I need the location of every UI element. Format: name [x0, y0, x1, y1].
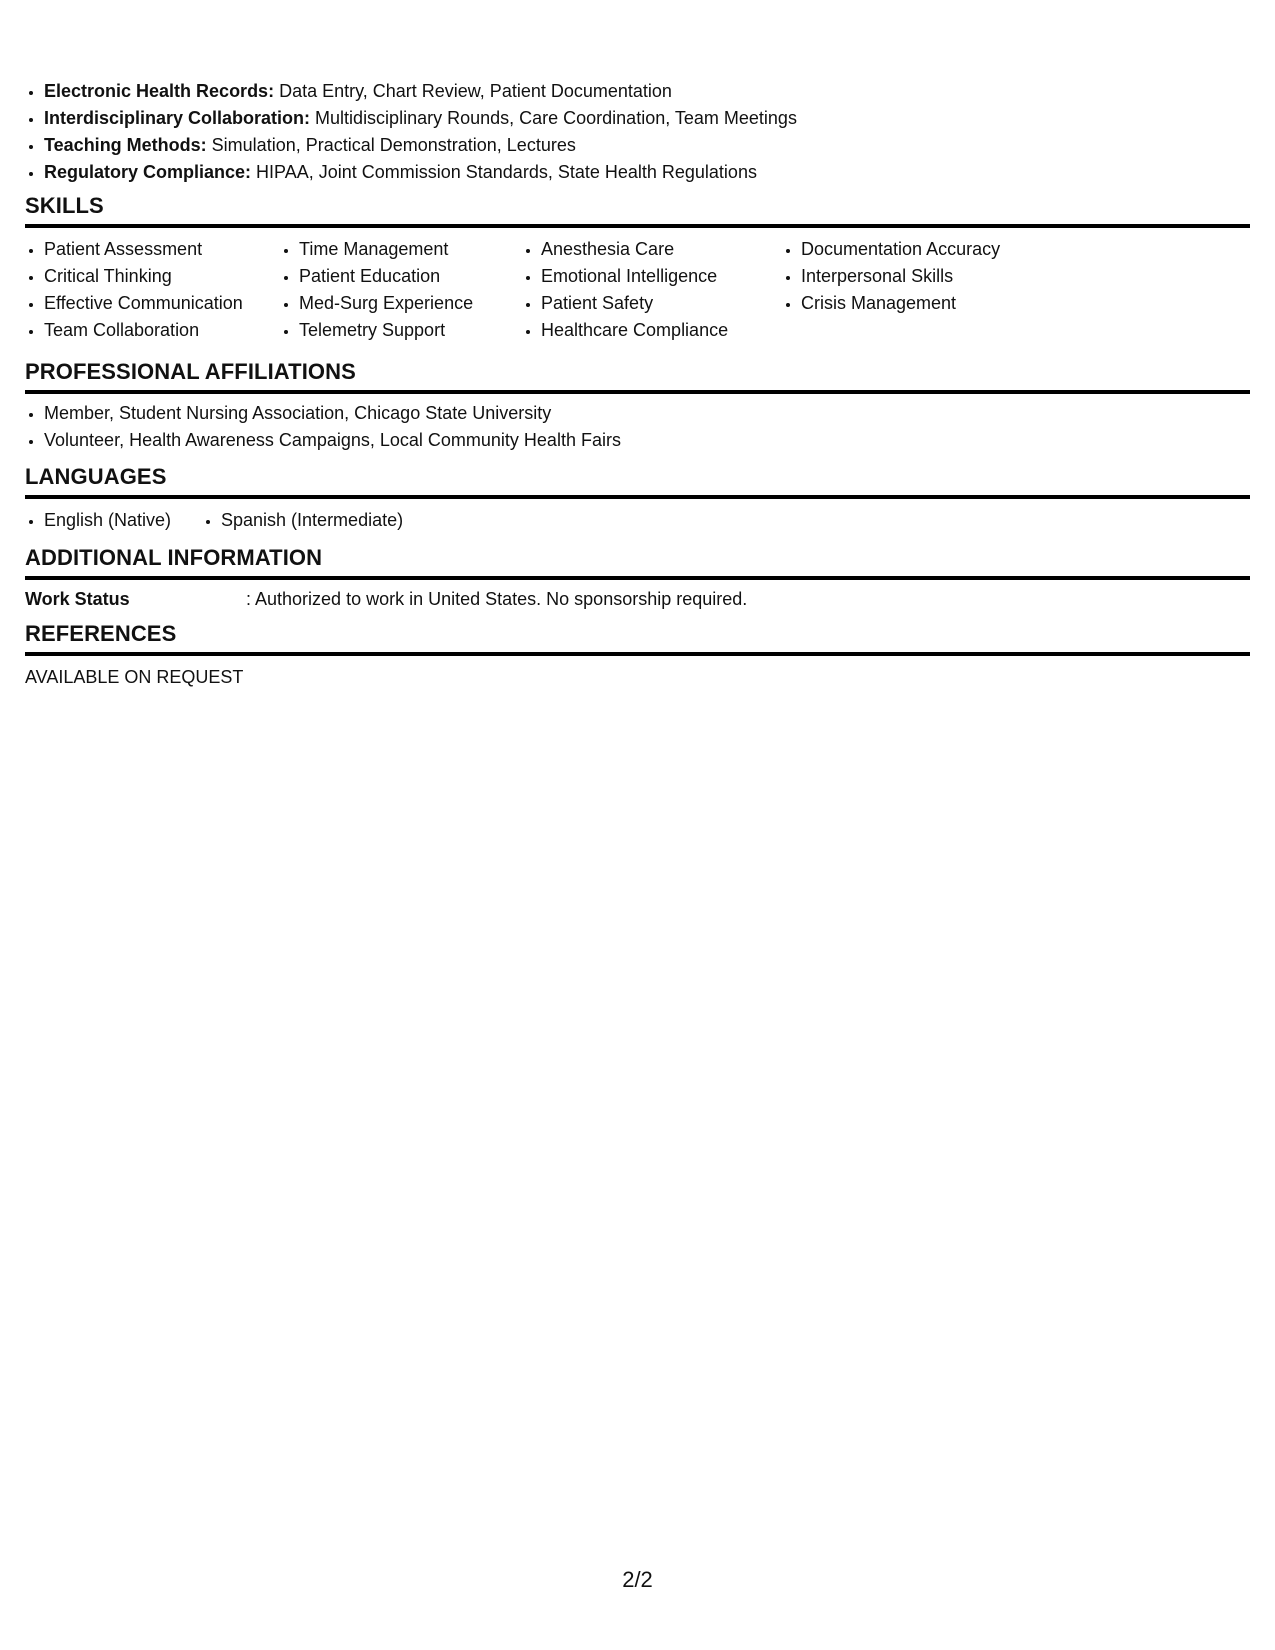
skill-category-values: Data Entry, Chart Review, Patient Documentation: [274, 81, 672, 101]
skill-item: • Emotional Intelligence: [541, 263, 782, 290]
affiliations-list: [25, 400, 1250, 454]
section-title: LANGUAGES: [25, 464, 167, 489]
list-item: [44, 159, 797, 186]
section-title: REFERENCES: [25, 621, 177, 646]
skills-column: [782, 236, 1101, 344]
skills-column: [522, 236, 782, 344]
language-item: • English (Native): [44, 507, 202, 534]
list-item: [44, 105, 797, 132]
skill-item: • Critical Thinking: [44, 263, 280, 290]
section-title: PROFESSIONAL AFFILIATIONS: [25, 359, 356, 384]
skill-item: • Med-Surg Experience: [299, 290, 522, 317]
page-number: 2/2: [622, 1567, 653, 1592]
work-status-row: [25, 586, 1250, 613]
languages-section: [25, 463, 1250, 534]
languages-list: [202, 507, 403, 534]
skill-item: • Documentation Accuracy: [801, 236, 1101, 263]
languages-row: [25, 507, 1250, 534]
skill-category-values: HIPAA, Joint Commission Standards, State Health Regulations: [251, 162, 757, 182]
skill-item: • Telemetry Support: [299, 317, 522, 344]
skill-item: • Time Management: [299, 236, 522, 263]
work-status-value: : Authorized to work in United States. No sponsorship required.: [246, 589, 748, 609]
references-text: AVAILABLE ON REQUEST: [25, 667, 244, 687]
affiliations-section: [25, 358, 1250, 454]
section-divider: [25, 495, 1250, 499]
language-item: • Spanish (Intermediate): [221, 507, 403, 534]
skills-section: [25, 192, 1250, 344]
references-section: [25, 620, 1250, 691]
skill-category-label: Regulatory Compliance:: [44, 162, 252, 182]
skill-item: • Crisis Management: [801, 290, 1101, 317]
skill-category-label: Interdisciplinary Collaboration:: [44, 108, 311, 128]
skill-item: • Interpersonal Skills: [801, 263, 1101, 290]
skills-column: [25, 236, 280, 344]
section-title: ADDITIONAL INFORMATION: [25, 545, 323, 570]
technical-skills-list: [25, 78, 797, 186]
skill-item: • Effective Communication: [44, 290, 280, 317]
section-divider: [25, 576, 1250, 580]
skill-item: • Patient Education: [299, 263, 522, 290]
skills-column: [280, 236, 522, 344]
skill-item: • Team Collaboration: [44, 317, 280, 344]
skill-category-values: Simulation, Practical Demonstration, Lectures: [206, 135, 576, 155]
languages-list: [25, 507, 202, 534]
additional-info-section: [25, 544, 1250, 613]
work-status-label: Work Status: [25, 589, 130, 609]
skill-category-values: Multidisciplinary Rounds, Care Coordination, Team Meetings: [310, 108, 797, 128]
skill-category-label: Electronic Health Records:: [44, 81, 275, 101]
skill-item: • Healthcare Compliance: [541, 317, 782, 344]
section-divider: [25, 390, 1250, 394]
skill-item: • Patient Assessment: [44, 236, 280, 263]
list-item: • Volunteer, Health Awareness Campaigns, Local Community Health Fairs: [44, 427, 1250, 454]
skill-item: • Anesthesia Care: [541, 236, 782, 263]
skills-grid: [25, 236, 1250, 344]
section-divider: [25, 652, 1250, 656]
list-item: [44, 132, 797, 159]
skill-category-label: Teaching Methods:: [44, 135, 207, 155]
section-divider: [25, 224, 1250, 228]
section-title: SKILLS: [25, 193, 104, 218]
list-item: • Member, Student Nursing Association, Chicago State University: [44, 400, 1250, 427]
skill-item: • Patient Safety: [541, 290, 782, 317]
list-item: [44, 78, 797, 105]
